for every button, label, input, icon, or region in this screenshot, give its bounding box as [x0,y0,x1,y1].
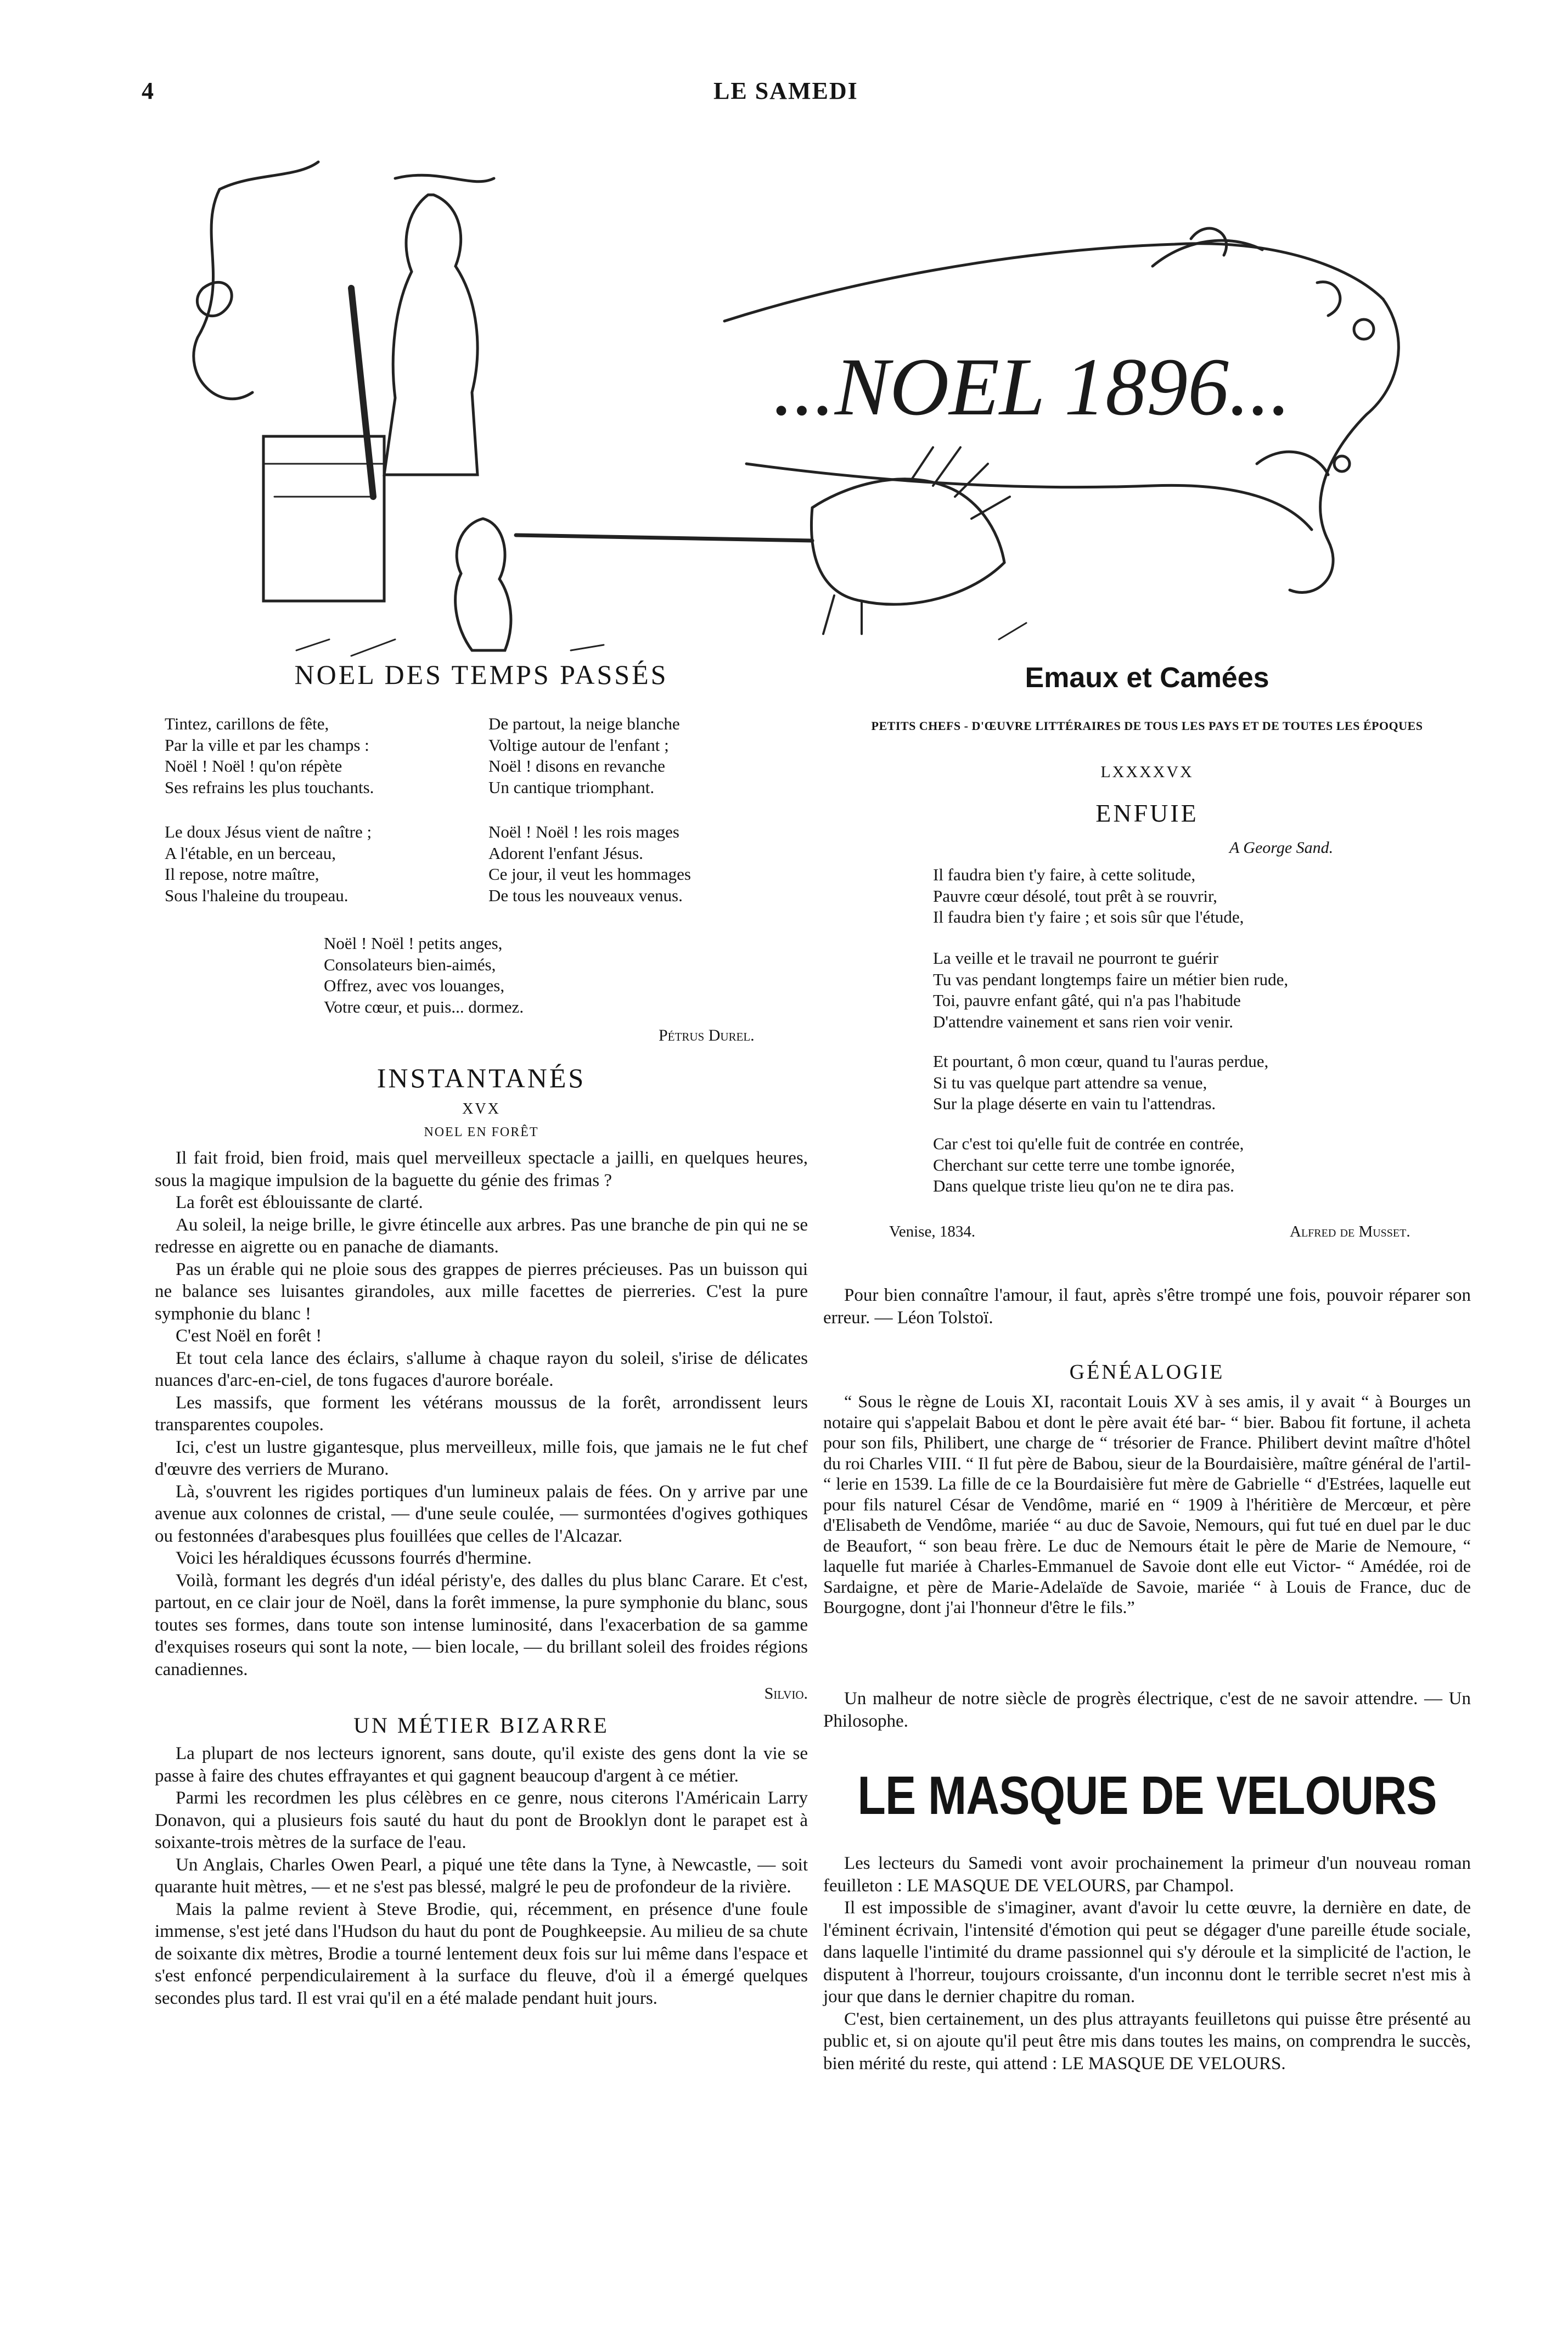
paragraph: Là, s'ouvrent les rigides portiques d'un lumineux palais de fées. On y arrive par une avenue aux colonnes de cristal, — d'une seule coulée, — surmontées d'ogives gothiques ou festonnées d'arabesques plus fouillées que celles de l'Alcazar. [155,1481,808,1546]
instantanes-body [155,1147,808,1705]
paragraph: Un malheur de notre siècle de progrès électrique, c'est de ne savoir attendre. — Un Philosophe. [823,1689,1471,1731]
metier-title: UN MÉTIER BIZARRE [353,1713,609,1738]
poem-place-date: Venise, 1834. [889,1223,976,1240]
stanza-1-left [165,713,374,798]
verse-line: Il repose, notre maître, [165,864,319,884]
verse-line: Votre cœur, et puis... dormez. [324,997,524,1016]
instantanes-title: INSTANTANÉS [376,1063,586,1093]
masque-body [823,1852,1471,2075]
verse-line: Noël ! Noël ! les rois mages [488,822,679,841]
instantanes-author: Silvio. [764,1684,808,1703]
paragraph: Mais la palme revient à Steve Brodie, qui, récemment, en présence d'une foule immense, s'est jeté dans l'Hudson du haut du pont de Poughkeepsie. Au milieu de sa chute de soixante dix mètres, Brodie a tourné lentement deux fois sur lui même dans l'espace et s'est enfoncé perpendiculairement à la surface du fleuve, d'où il a émergé quelques secondes plus tard. Il est vrai qu'il en a été malade pendant huit jours. [155,1899,808,2008]
verse-line: Noël ! disons en revanche [488,756,665,776]
verse-line: La veille et le travail ne pourront te guérir [933,948,1218,968]
genealogie-title: GÉNÉALOGIE [1069,1361,1225,1384]
emaux-subtitle: PETITS CHEFS - D'ŒUVRE LITTÉRAIRES DE TOUS LES PAYS ET DE TOUTES LES ÉPOQUES [871,719,1423,733]
verse-line: Il faudra bien t'y faire, à cette solitude, [933,865,1196,884]
christmas-banner-illustration [187,156,1416,697]
verse-line: Un cantique triomphant. [488,777,655,797]
genealogie-body [823,1391,1471,1618]
banner-text: ...NOEL 1896... [773,341,1291,432]
paragraph: Les lecteurs du Samedi vont avoir prochainement la primeur d'un nouveau roman feuilleton : LE MASQUE DE VELOURS, par Champol. [823,1853,1471,1896]
verse-line: Noël ! Noël ! petits anges, [324,934,503,953]
page-number: 4 [142,77,155,104]
verse-line: Cherchant sur cette terre une tombe ignorée, [933,1155,1235,1175]
instantanes-subtitle: NOEL EN FORÊT [424,1125,539,1139]
paragraph: Pour bien connaître l'amour, il faut, après s'être trompé une fois, pouvoir réparer son erreur. — Léon Tolstoï. [823,1285,1471,1328]
verse-line: Par la ville et par les champs : [165,735,369,755]
verse-line: De partout, la neige blanche [488,714,680,733]
poem-title: ENFUIE [1095,799,1199,827]
verse-line: Car c'est toi qu'elle fuit de contrée en contrée, [933,1134,1244,1153]
verse-line: Ses refrains les plus touchants. [165,777,374,797]
tolstoi-quote [823,1284,1471,1329]
verse-line: Toi, pauvre enfant gâté, qui n'a pas l'habitude [933,991,1241,1010]
newspaper-title: LE SAMEDI [713,77,858,104]
metier-body [155,1743,808,2009]
verse-line: Il faudra bien t'y faire ; et sois sûr que l'étude, [933,907,1244,926]
masque-title: LE MASQUE DE VELOURS [857,1765,1437,1825]
verse-line: Dans quelque triste lieu qu'on ne te dira pas. [933,1176,1234,1195]
poem-dedication: A George Sand. [1229,839,1334,857]
noel-author: Pétrus Durel. [659,1026,755,1044]
paragraph: Il fait froid, bien froid, mais quel merveilleux spectacle a jailli, en quelques heures, sous la magique impulsion de la baguette du génie des frimas ? [155,1148,808,1190]
poem-author: Alfred de Musset. [1290,1223,1410,1240]
philosophe-quote [823,1688,1471,1732]
verse-line: Voltige autour de l'enfant ; [488,735,669,755]
poem-stanza-2 [933,948,1288,1032]
noel-temps-passes-title: NOEL DES TEMPS PASSÉS [294,659,668,690]
verse-line: A l'étable, en un berceau, [165,843,336,863]
paragraph: Il est impossible de s'imaginer, avant d'avoir lu cette œuvre, la dernière en date, de l'éminent écrivain, l'intensité d'émotion qui peut se dégager d'une pareille étude sociale, dans laquelle l'intimité du drame passionnel qui s'y déroule et la simplicité de l'action, le disputent à l'horreur, toujours croissante, d'un inconnu dont le terrible secret n'est mis à jour que dans le dernier chapitre du roman. [823,1898,1471,2007]
paragraph: La plupart de nos lecteurs ignorent, sans doute, qu'il existe des gens dont la vie se passe à faire des chutes effrayantes et qui gagnent beaucoup d'argent à ce métier. [155,1744,808,1786]
verse-line: Tintez, carillons de fête, [165,714,329,733]
paragraph: Un Anglais, Charles Owen Pearl, a piqué une tête dans la Tyne, à Newcastle, — soit quarante huit mètres, — et ne s'est pas blessé, malgré le peu de profondeur de la rivière. [155,1855,808,1897]
paragraph: Les massifs, que forment les vétérans moussus de la forêt, arrondissent leurs transparentes coupoles. [155,1392,808,1435]
instantanes-number: XVX [462,1100,501,1117]
verse-line: Sur la plage déserte en vain tu l'attendras. [933,1094,1216,1113]
verse-line: Pauvre cœur désolé, tout prêt à se rouvrir, [933,886,1217,906]
verse-line: Et pourtant, ô mon cœur, quand tu l'auras perdue, [933,1052,1269,1071]
paragraph: Parmi les recordmen les plus célèbres en ce genre, nous citerons l'Américain Larry Donavon, qui a plusieurs fois sauté du haut du pont de Brooklyn dont le parapet est à soixante-trois mètres de la surface de l'eau. [155,1788,808,1852]
verse-line: Sous l'haleine du troupeau. [165,885,349,905]
stanza-2-right [488,822,691,906]
emaux-number: LXXXXVX [1100,763,1194,781]
emaux-title: Emaux et Camées [1025,662,1269,694]
paragraph: Au soleil, la neige brille, le givre étincelle aux arbres. Pas une branche de pin qui ne se redresse en aigrette ou en panache de diamants. [155,1215,808,1257]
verse-line: Offrez, avec vos louanges, [324,976,505,995]
paragraph: Voici les héraldiques écussons fourrés d'hermine. [176,1548,532,1568]
verse-line: Tu vas pendant longtemps faire un métier bien rude, [933,969,1289,989]
verse-line: Si tu vas quelque part attendre sa venue, [933,1072,1207,1092]
poem-stanza-1 [933,864,1244,928]
verse-line: Adorent l'enfant Jésus. [488,843,643,863]
paragraph: Ici, c'est un lustre gigantesque, plus merveilleux, mille fois, que jamais ne le fut chef d'œuvre des verriers de Murano. [155,1437,808,1479]
verse-line: Ce jour, il veut les hommages [488,864,691,884]
poem-stanza-4 [933,1133,1244,1197]
paragraph: Pas un érable qui ne ploie sous des grappes de pierres précieuses. Pas un buisson qui ne balance ses luisantes girandoles, aux mille facettes de pierreries. C'est la pure symphonie du blanc ! [155,1259,808,1324]
stanza-3 [324,933,524,1018]
stanza-2-left [165,822,372,906]
verse-line: Consolateurs bien-aimés, [324,954,496,974]
verse-line: De tous les nouveaux venus. [488,885,683,905]
paragraph: C'est Noël en forêt ! [176,1326,322,1346]
paragraph: Voilà, formant les degrés d'un idéal péristy'e, des dalles du plus blanc Carare. Et c'est, partout, en ce clair jour de Noël, dans la forêt immense, la pure symphonie du blanc, sous toutes ses formes, dans toute son intense luminosité, dans l'exacerbation de sa gamme d'exquises roseurs qui sont la note, — bien locale, — du brillant soleil des froides régions canadiennes. [155,1570,808,1679]
verse-line: Noël ! Noël ! qu'on répète [165,756,342,776]
paragraph: Et tout cela lance des éclairs, s'allume à chaque rayon du soleil, s'irise de délicates nuances d'arc-en-ciel, de tons fugaces d'aurore boréale. [155,1348,808,1390]
verse-line: D'attendre vainement et sans rien voir venir. [933,1012,1234,1031]
paragraph: La forêt est éblouissante de clarté. [176,1193,423,1212]
verse-line: Le doux Jésus vient de naître ; [165,822,372,841]
paragraph: “ Sous le règne de Louis XI, racontait Louis XV à ses amis, il y avait “ à Bourges un notaire qui s'appelait Babou et dont le père avait été bar- “ bier. Babou fit fortune, il acheta pour son fils, Philibert, une charge de “ trésorier de France. Philibert devint maître d'hôtel du roi Charles VIII. “ Il fut père de Babou, sieur de la Bourdaisière, maître général de l'artil- “ lerie en 1539. La fille de ce la Bourdaisière fut mère de Gabrielle “ d'Estrées, laquelle eut pour fils naturel César de Vendôme, marié en “ 1909 à l'héritière de Mercœur, et père d'Elisabeth de Vendôme, mariée “ au duc de Savoie, Nemours, qui fut tué en duel par le duc de Beaufort, “ son beau frère. Le duc de Nemours était le père de Marie de Nemoure, “ laquelle fut mariée à Charles-Emmanuel de Savoie dont elle eut Victor- “ Amédée, roi de Sardaigne, et père de Marie-Adelaïde de Savoie, mariée “ à Louis de France, duc de Bourgogne, dont j'ai l'honneur d'être le fils.” [823,1391,1471,1617]
paragraph: C'est, bien certainement, un des plus attrayants feuilletons qui puisse être présenté au public et, si on ajoute qu'il peut être mis dans toutes les mains, on comprendra le succès, bien mérité du reste, qui attend : LE MASQUE DE VELOURS. [823,2009,1471,2074]
poem-stanza-3 [933,1051,1268,1115]
stanza-1-right [488,713,680,798]
